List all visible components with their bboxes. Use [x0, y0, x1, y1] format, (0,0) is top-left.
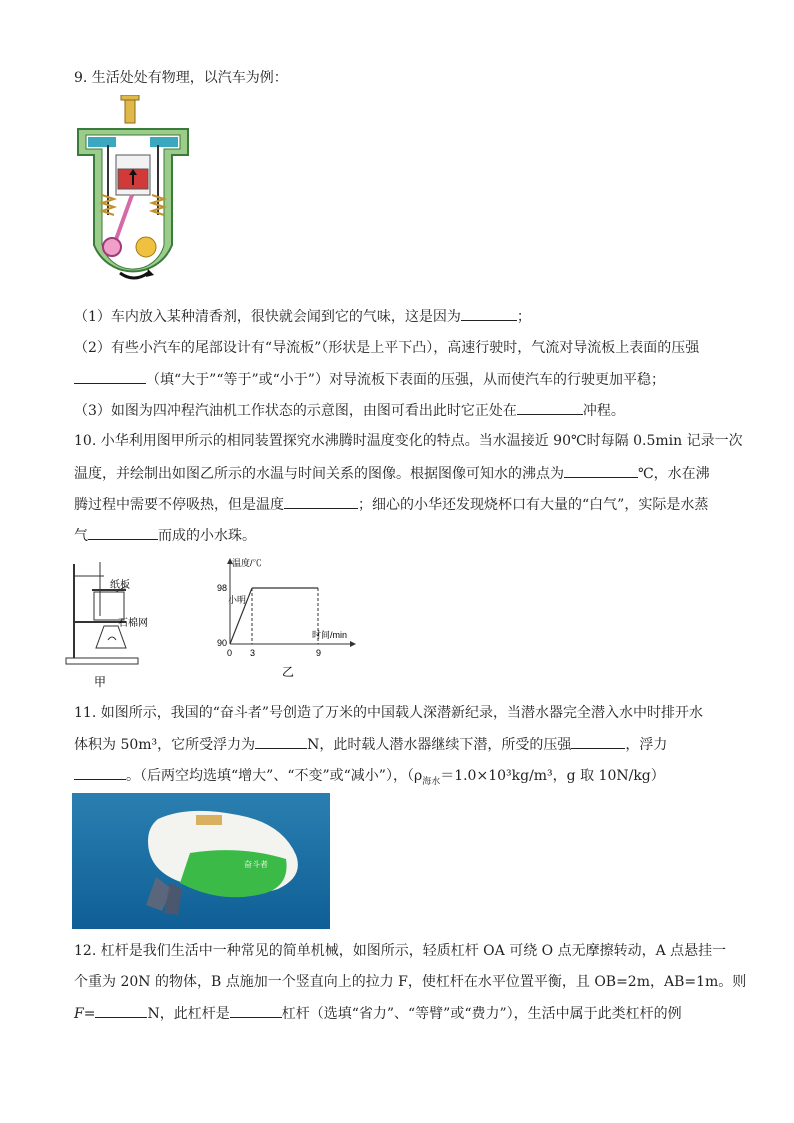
q11-line2: 体积为 50m³，它所受浮力为 N，此时载人潜水器继续下潜，所受的压强 ，浮力: [74, 734, 667, 755]
tick-90: 90: [217, 638, 228, 648]
q12-line3: F= N，此杠杆是 杠杆（选填“省力”、“等臂”或“费力”），生活中属于此类杠杆的例: [74, 1003, 682, 1024]
answer-blank[interactable]: [284, 494, 358, 509]
answer-blank[interactable]: [571, 734, 625, 749]
engine-diagram: [74, 95, 192, 295]
answer-blank[interactable]: [564, 463, 638, 478]
q9-stem: 9. 生活处处有物理，以汽车为例：: [74, 70, 288, 86]
q11-line1: 11. 如图所示，我国的“奋斗者”号创造了万米的中国载人深潜新纪录，当潜水器完全潜入水中时排开水: [74, 705, 704, 721]
q9-part1: （1）车内放入某种清香剂，很快就会闻到它的气味，这是因为 ；: [74, 306, 531, 327]
temperature-graph: [210, 556, 360, 680]
tick-0: 0: [227, 648, 233, 658]
graph-xlabel: 时间/min: [312, 630, 348, 640]
caption-yi: 乙: [282, 665, 295, 679]
caption-jia: 甲: [94, 675, 107, 689]
q10-line1: 10. 小华利用图甲所示的相同装置探究水沸腾时温度变化的特点。当水温接近 90℃时每隔 0.5min 记录一次: [74, 433, 743, 449]
tick-98: 98: [217, 583, 228, 593]
q11-line3: 。（后两空均选填“增大”、“不变”或“减小”），（$\rho_{海水}=1.0\times 10^3kg/m^3$，g 取 10N/kg）: [74, 765, 665, 792]
answer-blank[interactable]: [95, 1003, 147, 1018]
tick-3: 3: [250, 648, 256, 658]
series-label: 小明: [228, 595, 247, 605]
tick-9: 9: [316, 648, 322, 658]
answer-blank[interactable]: [74, 369, 146, 384]
q9-part3: （3）如图为四冲程汽油机工作状态的示意图，由图可看出此时它正处在 冲程。: [74, 400, 625, 421]
q10-line4: 气 而成的小水珠。: [74, 525, 256, 546]
hull-name: 奋斗者: [244, 860, 268, 869]
q12-line1: 12. 杠杆是我们生活中一种常见的简单机械，如图所示，轻质杠杆 OA 可绕 O 点无摩擦转动，A 点悬挂一: [74, 943, 727, 959]
label-gauze: 石棉网: [118, 618, 148, 629]
graph-ylabel: 温度/℃: [232, 558, 262, 568]
q10-line2: 温度，并绘制出如图乙所示的水温与时间关系的图像。根据图像可知水的沸点为 ℃，水在沸: [74, 463, 710, 484]
q12-line2: 个重为 20N 的物体，B 点施加一个竖直向上的拉力 F，使杠杆在水平位置平衡，且 OB=2m，AB=1m。则: [74, 974, 747, 990]
answer-blank[interactable]: [255, 734, 307, 749]
answer-blank[interactable]: [230, 1003, 282, 1018]
answer-blank[interactable]: [74, 765, 126, 780]
submersible-photo: [72, 793, 330, 929]
boiling-apparatus: [60, 556, 170, 690]
q10-line3: 腾过程中需要不停吸热，但是温度 ；细心的小华还发现烧杯口有大量的“白气”，实际是水蒸: [74, 494, 708, 515]
label-cardboard: 纸板: [110, 580, 130, 591]
q9-part2-line1: （2）有些小汽车的尾部设计有“导流板”（形状是上平下凸），高速行驶时，气流对导流板上表面的压强: [74, 340, 700, 356]
answer-blank[interactable]: [88, 525, 158, 540]
q9-part2-line2: （填“大于”“等于”或“小于”）对导流板下表面的压强，从而使汽车的行驶更加平稳；: [74, 369, 665, 390]
answer-blank[interactable]: [461, 306, 517, 321]
answer-blank[interactable]: [517, 400, 583, 415]
